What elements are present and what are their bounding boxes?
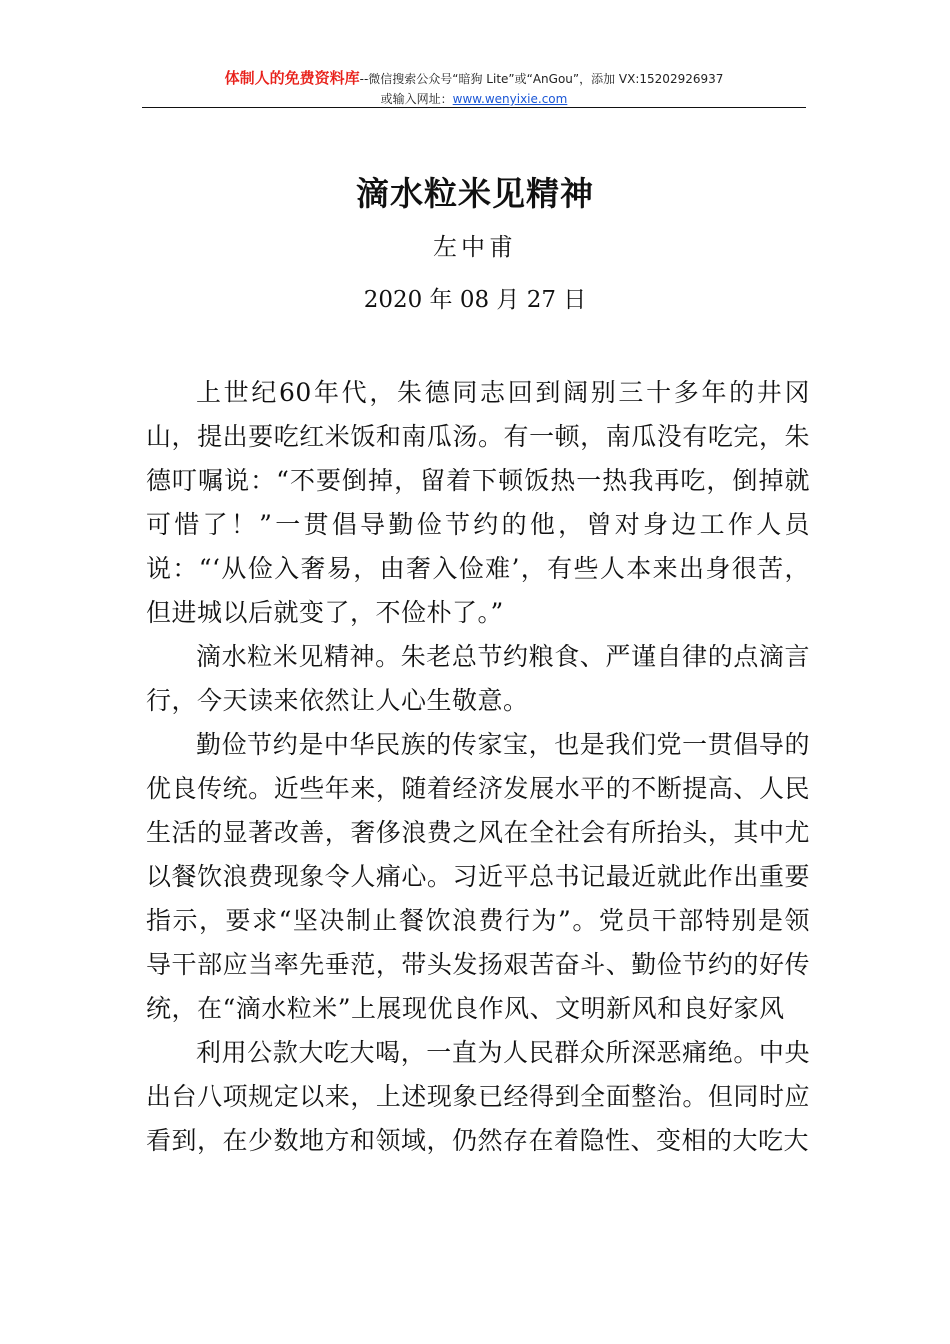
article-date: 2020 年 08 月 27 日 <box>363 287 587 313</box>
header-divider <box>142 107 806 108</box>
paragraph: 利用公款大吃大喝，一直为人民群众所深恶痛绝。中央出台八项规定以来，上述现象已经得到全面整治。但同时应看到，在少数地方和领域，仍然存在着隐性、变相的大吃大 <box>146 1038 810 1155</box>
header-url-link[interactable]: www.wenyixie.com <box>452 92 568 106</box>
header-contact-info: --微信搜索公众号“暗狗 Lite”或“AnGou”，添加 VX:15202926937 <box>359 72 724 86</box>
page-header <box>142 68 806 108</box>
article-title: 滴水粒米见精神 <box>356 174 594 213</box>
article-author: 左中甫 <box>433 233 517 261</box>
paragraph: 勤俭节约是中华民族的传家宝，也是我们党一贯倡导的优良传统。近些年来，随着经济发展水平的不断提高、人民生活的显著改善，奢侈浪费之风在全社会有所抬头，其中尤以餐饮浪费现象令人痛心。习近平总书记最近就此作出重要指示，要求“坚决制止餐饮浪费行为”。党员干部特别是领导干部应当率先垂范，带头发扬艰苦奋斗、勤俭节约的好传统，在“滴水粒米”上展现优良作风、文明新风和良好家风 <box>146 730 810 1023</box>
paragraph: 上世纪60年代，朱德同志回到阔别三十多年的井冈山，提出要吃红米饭和南瓜汤。有一顿，南瓜没有吃完，朱德叮嘱说：“不要倒掉，留着下顿饭热一热我再吃，倒掉就可惜了！”一贯倡导勤俭节约的他，曾对身边工作人员说：“‘从俭入奢易，由奢入俭难’，有些人本来出身很苦，但进城以后就变了，不俭朴了。” <box>146 378 810 627</box>
header-line-1 <box>142 68 806 90</box>
header-line-2 <box>142 90 806 108</box>
header-brand: 体制人的免费资料库 <box>224 69 360 87</box>
paragraph: 滴水粒米见精神。朱老总节约粮食、严谨自律的点滴言行，今天读来依然让人心生敬意。 <box>146 642 810 715</box>
article-body <box>146 371 810 1163</box>
header-url-prefix: 或输入网址： <box>380 92 453 106</box>
